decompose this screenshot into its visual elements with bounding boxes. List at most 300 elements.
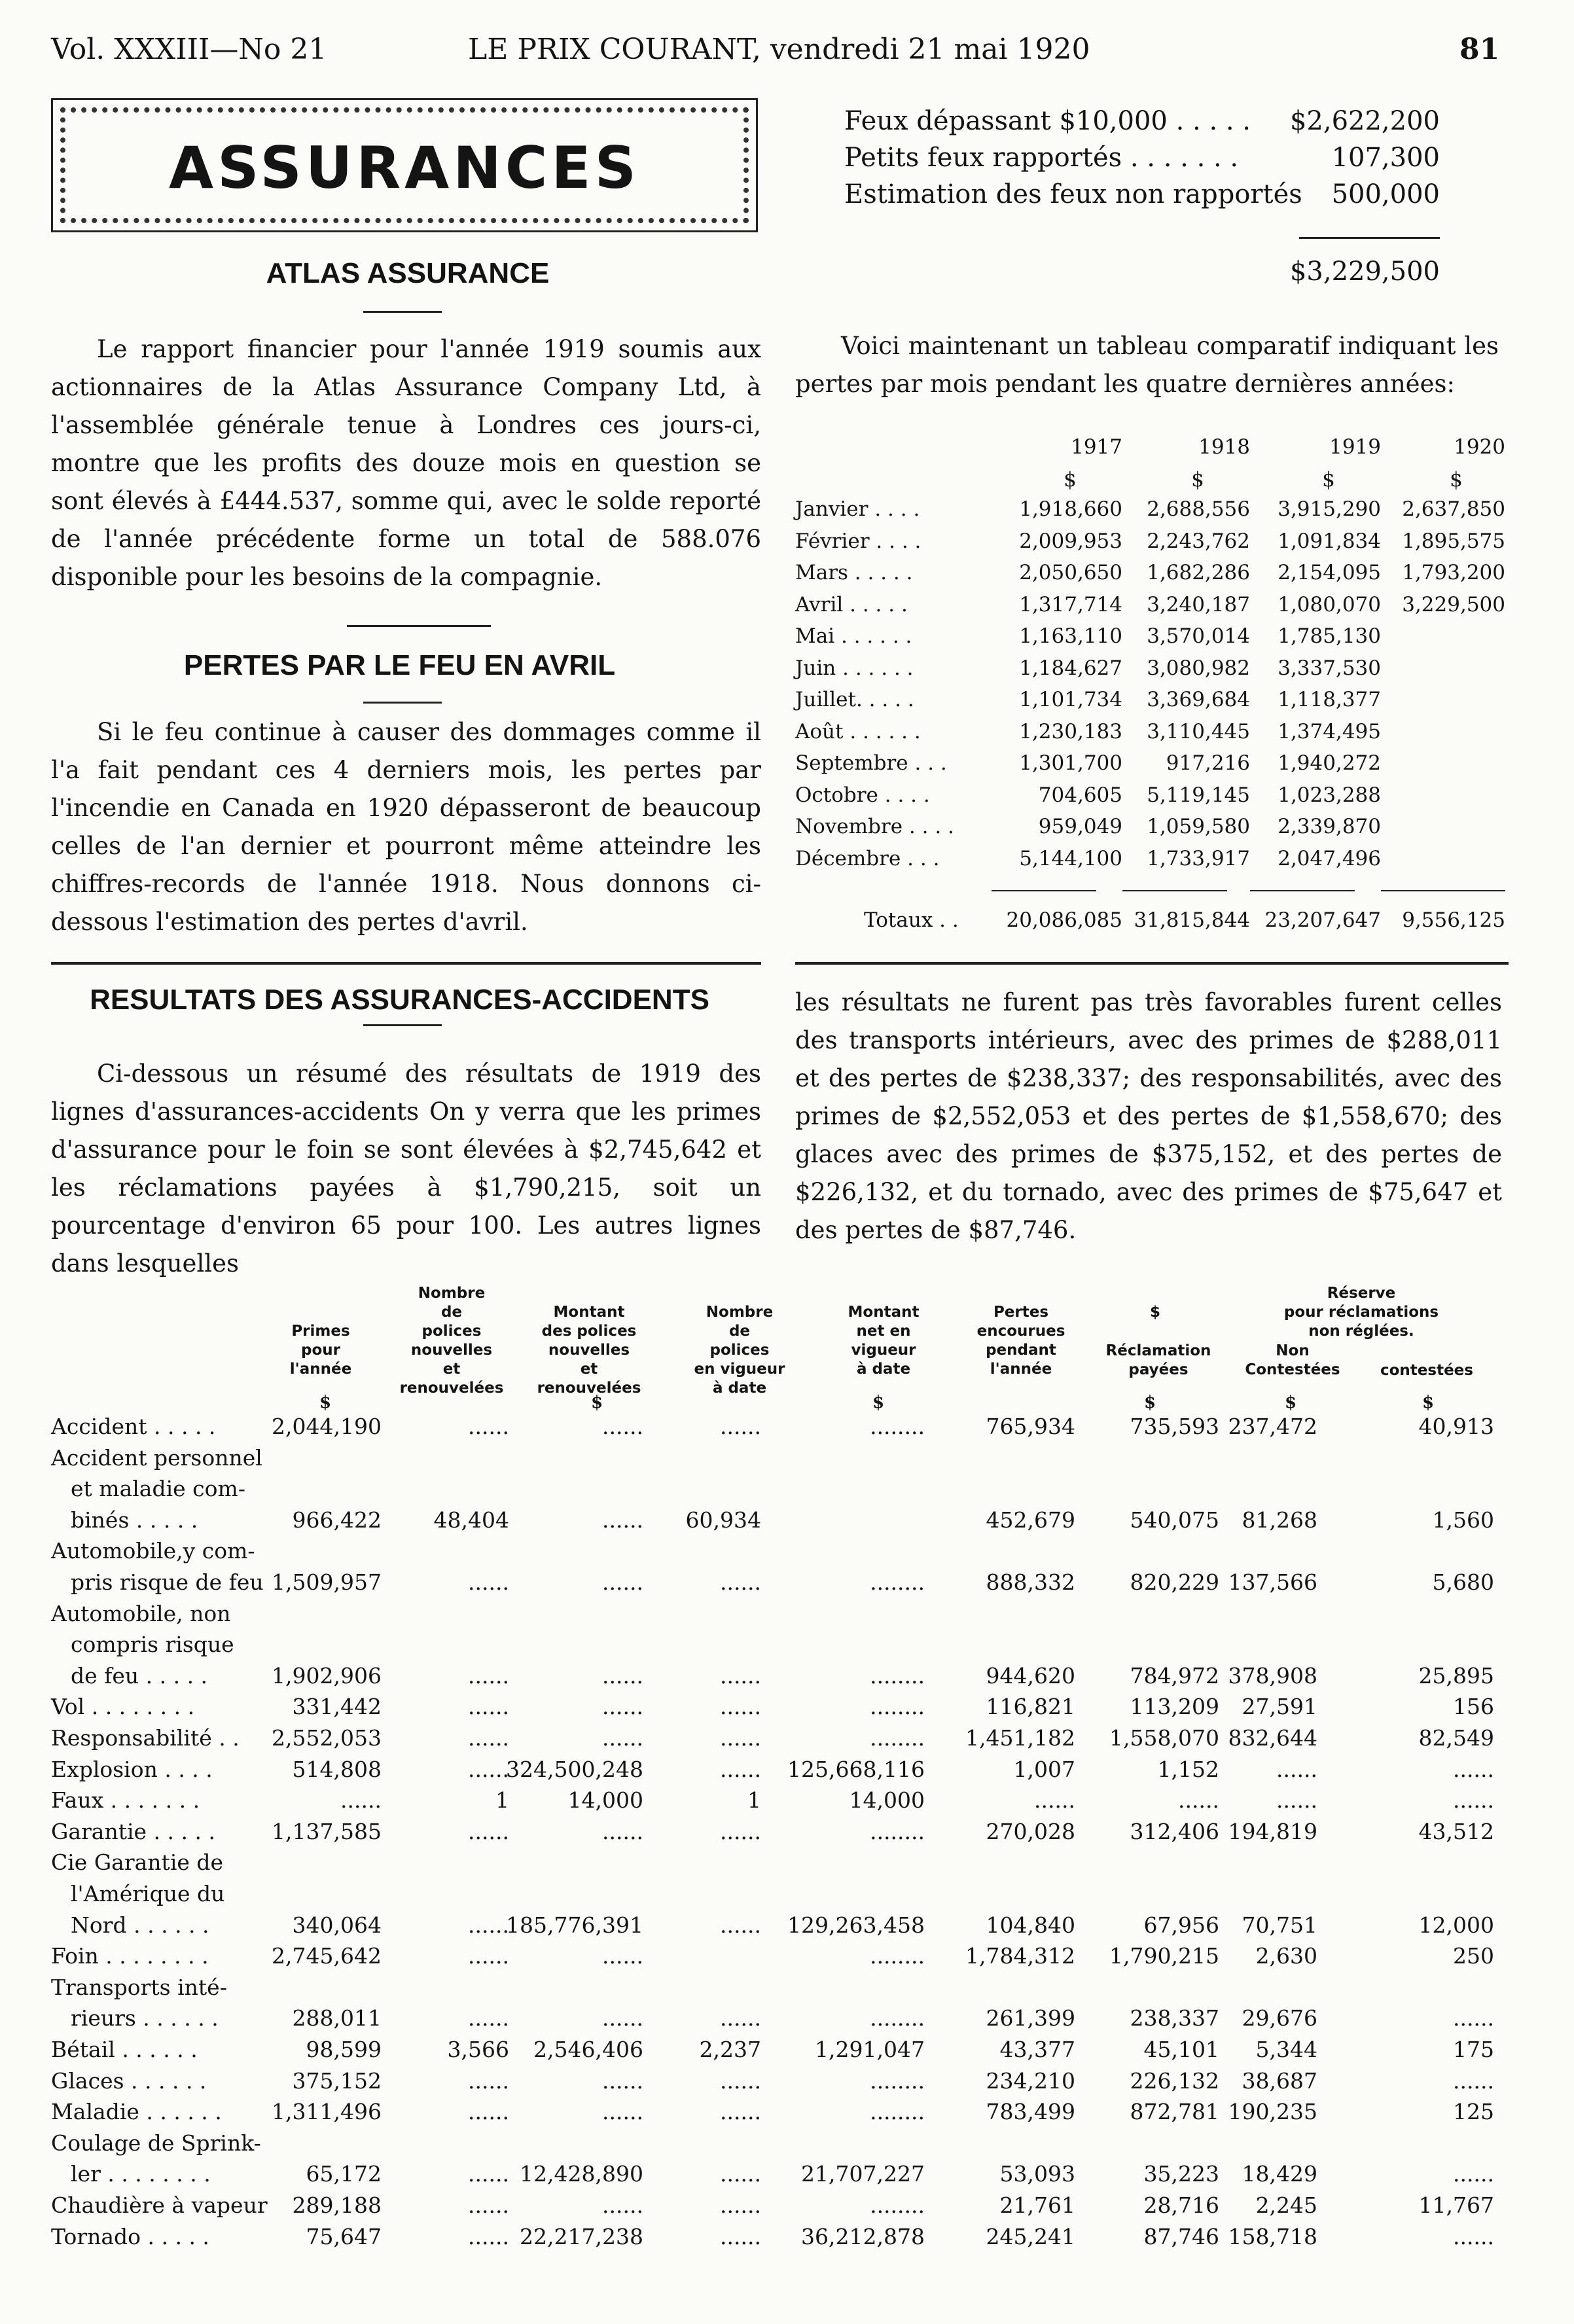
table-cell: ...... (720, 2067, 761, 2094)
row-label: rieurs . . . . . . (71, 2005, 219, 2031)
month-label: Février . . . . (795, 529, 921, 553)
table-cell: ...... (720, 2099, 761, 2125)
row-label: Automobile,y com- (51, 1538, 255, 1564)
row-label: Accident personnel (51, 1444, 262, 1471)
month-label: Octobre . . . . (795, 783, 930, 807)
table-cell: 70,751 (1242, 1912, 1317, 1938)
table-row-label-continuation (51, 1975, 1504, 2005)
table-cell: 2,245 (1255, 2192, 1317, 2218)
table-cell: 2,552,053 (272, 1725, 382, 1751)
table-cell: 116,821 (986, 1694, 1075, 1720)
table-cell: ...... (468, 2161, 509, 2187)
divider (363, 702, 442, 704)
monthly-row (795, 751, 1509, 783)
table-cell: ...... (468, 2223, 509, 2249)
col-header-montant-net: Montant net en vigueur à date (848, 1304, 920, 1378)
table-cell: ...... (468, 1756, 509, 1782)
table-row (51, 2224, 1504, 2255)
table-cell: ...... (468, 1912, 509, 1938)
monthly-value: 2,047,496 (1278, 846, 1381, 870)
row-label: Explosion . . . . (51, 1756, 213, 1782)
table-cell: ...... (602, 1818, 643, 1844)
col-header-montant-polices: Montant des polices nouvelles et renouvelées (537, 1304, 641, 1397)
table-row-label-continuation (51, 2130, 1504, 2161)
table-cell: 784,972 (1130, 1662, 1219, 1689)
table-cell: 113,209 (1130, 1694, 1219, 1720)
atlas-article: Le rapport financier pour l'année 1919 soumis aux actionnaires de la Atlas Assurance Company Ltd, à l'assemblée générale tenue à Londres ces jours-ci, montre que les profits des douze mois en question se sont élevés à £444.537, somme qui, avec le solde reporté de l'année précédente forme un total de 588.076 disponible pour les besoins de la compagnie. (51, 335, 761, 591)
table-cell: 125 (1453, 2099, 1494, 2125)
table-cell: 540,075 (1130, 1507, 1219, 1533)
table-cell: 1,560 (1432, 1507, 1494, 1533)
table-cell: ...... (602, 1694, 643, 1720)
col-header-pertes: Pertes encourues pendant l'année (976, 1304, 1065, 1378)
table-cell: ...... (720, 2223, 761, 2249)
monthly-value: 1,682,286 (1147, 561, 1250, 584)
month-label: Août . . . . . . (795, 719, 921, 743)
table-cell: ...... (1453, 2223, 1494, 2249)
table-cell: ...... (468, 1725, 509, 1751)
table-row-label-continuation (51, 1538, 1504, 1569)
row-label: de feu . . . . . (71, 1662, 208, 1689)
table-cell: 75,647 (306, 2223, 382, 2249)
table-cell: 312,406 (1130, 1818, 1219, 1844)
monthly-value: 3,110,445 (1147, 719, 1250, 743)
table-cell: 27,591 (1242, 1694, 1317, 1720)
row-label: Transports inté- (51, 1974, 227, 2000)
table-cell: 888,332 (986, 1569, 1075, 1595)
table-cell: ........ (870, 2192, 925, 2218)
table-cell: ........ (870, 1414, 925, 1439)
currency-sign: $ (319, 1393, 332, 1412)
year-header: 1920 (1454, 435, 1505, 459)
table-row (51, 1819, 1504, 1850)
table-cell: 1,137,585 (272, 1818, 382, 1844)
journal-title: LE PRIX COURANT, vendredi 21 mai 1920 (468, 33, 1090, 66)
table-cell: ...... (340, 1787, 382, 1814)
table-cell: ...... (1034, 1787, 1075, 1814)
table-cell: ...... (602, 2067, 643, 2094)
table-cell: 175 (1453, 2037, 1494, 2062)
table-cell: 288,011 (292, 2005, 382, 2031)
banner-title: ASSURANCES (169, 134, 640, 202)
row-label: et maladie com- (71, 1476, 245, 1502)
table-cell: 12,428,890 (520, 2161, 643, 2187)
accidents-article-right: les résultats ne furent pas très favorables furent celles des transports intérieurs, avec des primes de $288,011 et des pertes de $238,337; des responsabilités, avec des primes de $2,552,053 et des pertes de $1,558,670; des glaces avec des primes de $375,152, et des pertes de $226,132, et du tornado, avec des primes de $75,647 et des pertes de $87,746. (795, 988, 1502, 1244)
monthly-row (795, 497, 1509, 529)
year-header: 1919 (1329, 435, 1381, 459)
table-cell: 237,472 (1228, 1414, 1317, 1439)
table-cell: 1,291,047 (815, 2037, 925, 2062)
monthly-row (795, 624, 1509, 656)
table-cell: 14,000 (567, 1787, 643, 1814)
table-cell: 289,188 (292, 2192, 382, 2218)
table-cell: 87,746 (1143, 2223, 1219, 2249)
table-row (51, 1787, 1504, 1818)
col-header-reclamation: Réclamation payées (1105, 1342, 1211, 1378)
table-cell: ........ (870, 1569, 925, 1595)
monthly-row (795, 656, 1509, 688)
monthly-total-row (795, 908, 1509, 940)
monthly-value: 5,144,100 (1019, 846, 1122, 870)
table-cell: 38,687 (1242, 2067, 1317, 2094)
table-cell: ...... (468, 2192, 509, 2218)
table-cell: 125,668,116 (787, 1756, 925, 1782)
month-label: Mars . . . . . (795, 561, 913, 584)
table-cell: 324,500,248 (506, 1756, 643, 1782)
table-row (51, 2192, 1504, 2223)
table-cell: 129,263,458 (787, 1912, 925, 1938)
row-label: Vol . . . . . . . . (51, 1694, 195, 1720)
table-cell: 1,451,182 (965, 1725, 1075, 1751)
monthly-value: 1,301,700 (1019, 751, 1122, 775)
table-cell: ...... (720, 1818, 761, 1844)
table-cell: 156 (1453, 1694, 1494, 1720)
monthly-row (795, 783, 1509, 815)
table-cell: ...... (720, 1912, 761, 1938)
table-cell: 5,680 (1432, 1569, 1494, 1595)
currency-sign: $ (1144, 1393, 1156, 1412)
table-row (51, 2099, 1504, 2130)
table-cell: 735,593 (1130, 1414, 1219, 1439)
table-cell: 1,902,906 (272, 1662, 382, 1689)
table-cell: 1,007 (1013, 1756, 1075, 1782)
col-header-contestees: contestées (1380, 1362, 1473, 1379)
table-cell: ...... (602, 2099, 643, 2125)
monthly-value: 2,339,870 (1278, 815, 1381, 838)
table-cell: 81,268 (1242, 1507, 1317, 1533)
table-row-label-continuation (51, 1850, 1504, 1880)
monthly-value: 959,049 (1038, 815, 1122, 838)
monthly-row (795, 847, 1509, 878)
table-cell: 53,093 (999, 2161, 1075, 2187)
table-cell: 375,152 (292, 2067, 382, 2094)
table-row (51, 1507, 1504, 1538)
table-cell: ...... (1453, 2067, 1494, 2094)
monthly-value: 917,216 (1166, 751, 1250, 775)
table-cell: ...... (720, 1756, 761, 1782)
table-cell: 2,237 (699, 2037, 761, 2062)
table-cell: 12,000 (1418, 1912, 1494, 1938)
total-value: 9,556,125 (1402, 908, 1505, 932)
month-label: Avril . . . . . (795, 592, 908, 617)
table-row-label-continuation (51, 1445, 1504, 1476)
sum-rule (1122, 890, 1227, 891)
table-cell: ........ (870, 1662, 925, 1689)
total-value: 31,815,844 (1134, 908, 1250, 932)
table-cell: 261,399 (986, 2005, 1075, 2031)
table-cell: 22,217,238 (520, 2223, 643, 2249)
table-cell: 378,908 (1228, 1662, 1317, 1689)
estimate-label: Petits feux rapportés . . . . . . . (844, 143, 1239, 173)
table-cell: 1,790,215 (1109, 1943, 1219, 1969)
table-cell: ...... (602, 1507, 643, 1533)
table-cell: 2,044,190 (272, 1414, 382, 1439)
monthly-value: 2,154,095 (1278, 561, 1381, 584)
table-row (51, 2037, 1504, 2067)
col-header-non-contestees: Non Contestées (1245, 1342, 1340, 1378)
table-cell: 238,337 (1130, 2005, 1219, 2031)
monthly-value: 2,637,850 (1402, 497, 1505, 521)
month-label: Décembre . . . (795, 846, 940, 870)
table-cell: ...... (1178, 1787, 1219, 1814)
table-cell: 82,549 (1418, 1725, 1494, 1751)
divider (347, 625, 491, 627)
monthly-row (795, 688, 1509, 719)
estimate-amount: 500,000 (1331, 179, 1440, 209)
monthly-value: 3,080,982 (1147, 656, 1250, 680)
page-number: 81 (1459, 33, 1500, 66)
currency-sign: $ (1322, 468, 1335, 492)
row-label: Tornado . . . . . (51, 2223, 209, 2249)
monthly-value: 2,009,953 (1019, 529, 1122, 553)
table-cell: 104,840 (986, 1912, 1075, 1938)
table-cell: 331,442 (292, 1694, 382, 1720)
volume-number: Vol. XXXIII—No 21 (51, 33, 327, 66)
monthly-value: 3,369,684 (1147, 688, 1250, 711)
sum-rule (1299, 237, 1440, 239)
table-row (51, 1943, 1504, 1974)
section-separator (51, 962, 761, 965)
col-header-dollar: $ (1149, 1304, 1160, 1321)
table-row-label-continuation (51, 1632, 1504, 1662)
row-label: Garantie . . . . . (51, 1818, 215, 1844)
monthly-value: 1,918,660 (1019, 497, 1122, 521)
monthly-value: 1,101,734 (1019, 688, 1122, 711)
table-cell: ...... (720, 1662, 761, 1689)
pertes-article: Si le feu continue à causer des dommages comme il l'a fait pendant ces 4 derniers mois, les pertes par l'incendie en Canada en 1920 dépasseront de beaucoup celles de l'an dernier et pourront même atteindre les chiffres-records de l'année 1918. Nous donnons ci-dessous l'estimation des pertes d'avril. (51, 718, 761, 936)
table-cell: ...... (1276, 1787, 1317, 1814)
table-cell: 21,761 (999, 2192, 1075, 2218)
month-label: Juin . . . . . . (795, 656, 914, 680)
table-cell: 98,599 (306, 2037, 382, 2062)
row-label: Accident . . . . . (51, 1414, 216, 1439)
monthly-value: 2,688,556 (1147, 497, 1250, 521)
monthly-value: 1,895,575 (1402, 529, 1505, 553)
sum-rule (992, 890, 1096, 891)
section-separator (795, 962, 1509, 965)
monthly-row (795, 720, 1509, 751)
total-label: Totaux . . (864, 908, 959, 932)
monthly-value: 1,080,070 (1278, 592, 1381, 617)
year-header: 1917 (1071, 435, 1122, 459)
table-cell: ........ (870, 1943, 925, 1969)
table-cell: 1,311,496 (272, 2099, 382, 2125)
monthly-intro: Voici maintenant un tableau comparatif indiquant les pertes par mois pendant les quatre dernières années: (795, 332, 1499, 398)
monthly-value: 1,059,580 (1147, 815, 1250, 838)
currency-sign: $ (1064, 468, 1077, 492)
estimate-label: Feux dépassant $10,000 . . . . . (844, 106, 1251, 136)
monthly-value: 1,163,110 (1019, 624, 1122, 648)
table-cell: ........ (870, 1725, 925, 1751)
table-cell: 65,172 (306, 2161, 382, 2187)
table-cell: 3,566 (447, 2037, 509, 2062)
pertes-title: PERTES PAR LE FEU EN AVRIL (183, 649, 616, 681)
table-cell: ...... (468, 1662, 509, 1689)
table-row (51, 2161, 1504, 2192)
monthly-value: 1,733,917 (1147, 846, 1250, 870)
table-row (51, 1725, 1504, 1756)
table-cell: 67,956 (1143, 1912, 1219, 1938)
table-row (51, 2005, 1504, 2036)
table-cell: 1,152 (1157, 1756, 1219, 1782)
year-header: 1918 (1198, 435, 1250, 459)
month-label: Novembre . . . . (795, 815, 954, 838)
currency-sign: $ (591, 1393, 603, 1412)
monthly-value: 3,915,290 (1278, 497, 1381, 521)
table-cell: 43,377 (999, 2037, 1075, 2062)
table-cell: 35,223 (1143, 2161, 1219, 2187)
accidents-article-left: Ci-dessous un résumé des résultats de 1919 des lignes d'assurances-accidents On y verra que les primes d'assurance pour le foin se sont élevées à $2,745,642 et les réclamations payées à $1,790,215, soit un pourcentage d'environ 65 pour 100. Les autres lignes dans lesquelles (51, 1060, 761, 1278)
table-row-label-continuation (51, 1476, 1504, 1507)
month-label: Septembre . . . (795, 751, 947, 775)
table-row (51, 1757, 1504, 1787)
table-cell: 36,212,878 (801, 2223, 925, 2249)
table-cell: 11,767 (1418, 2192, 1494, 2218)
table-cell: ...... (720, 1694, 761, 1720)
row-label: pris risque de feu (71, 1569, 264, 1595)
col-header-nombre-polices: Nombre de polices nouvelles et renouvelées (399, 1285, 504, 1397)
table-cell: ...... (468, 1569, 509, 1595)
row-label: Coulage de Sprink- (51, 2130, 261, 2156)
table-cell: 1 (495, 1787, 509, 1814)
table-cell: 5,344 (1255, 2037, 1317, 2062)
monthly-value: 3,570,014 (1147, 624, 1250, 648)
currency-sign: $ (1422, 1393, 1435, 1412)
monthly-value: 1,091,834 (1278, 529, 1381, 553)
table-cell: 514,808 (292, 1756, 382, 1782)
table-cell: ...... (468, 1943, 509, 1969)
table-cell: ...... (720, 1414, 761, 1439)
sum-rule (1250, 890, 1355, 891)
table-cell: ........ (870, 2067, 925, 2094)
table-cell: ...... (602, 2005, 643, 2031)
table-cell: 2,745,642 (272, 1943, 382, 1969)
table-cell: ........ (870, 2099, 925, 2125)
table-cell: 14,000 (849, 1787, 925, 1814)
sum-rule (1381, 890, 1505, 891)
year-header-row (795, 435, 1509, 467)
row-label: Foin . . . . . . . . (51, 1943, 209, 1969)
table-cell: 1,509,957 (272, 1569, 382, 1595)
table-cell: 158,718 (1228, 2223, 1317, 2249)
table-cell: 1 (747, 1787, 761, 1814)
table-cell: 765,934 (986, 1414, 1075, 1439)
table-row (51, 1414, 1504, 1444)
table-row (51, 2068, 1504, 2099)
assurances-banner (51, 98, 758, 232)
currency-sign: $ (1285, 1393, 1297, 1412)
table-row-label-continuation (51, 1601, 1504, 1632)
month-label: Janvier . . . . (795, 497, 920, 521)
table-row (51, 1569, 1504, 1600)
monthly-value: 3,337,530 (1278, 656, 1381, 680)
table-cell: ...... (720, 2161, 761, 2187)
monthly-value: 1,184,627 (1019, 656, 1122, 680)
monthly-row (795, 561, 1509, 592)
divider (363, 1024, 442, 1026)
table-row (51, 1694, 1504, 1725)
table-cell: ...... (468, 2099, 509, 2125)
row-label: compris risque (71, 1632, 234, 1658)
monthly-value: 3,229,500 (1402, 592, 1505, 617)
currency-sign: $ (1191, 468, 1204, 492)
table-cell: ...... (468, 1694, 509, 1720)
table-cell: 944,620 (986, 1662, 1075, 1689)
monthly-value: 1,785,130 (1278, 624, 1381, 648)
table-cell: ........ (870, 1694, 925, 1720)
table-cell: ...... (468, 2005, 509, 2031)
monthly-value: 2,050,650 (1019, 561, 1122, 584)
total-value: 20,086,085 (1006, 908, 1122, 932)
table-cell: 29,676 (1242, 2005, 1317, 2031)
month-label: Juillet. . . . . (795, 688, 914, 711)
divider (363, 311, 442, 313)
monthly-row (795, 593, 1509, 624)
table-cell: 250 (1453, 1943, 1494, 1969)
monthly-value: 1,317,714 (1019, 592, 1122, 617)
row-label: Faux . . . . . . . (51, 1787, 200, 1814)
table-cell: 190,235 (1228, 2099, 1317, 2125)
table-cell: ...... (602, 1943, 643, 1969)
monthly-value: 1,940,272 (1278, 751, 1381, 775)
table-row-label-continuation (51, 1881, 1504, 1912)
table-cell: 1,558,070 (1109, 1725, 1219, 1751)
table-row (51, 1663, 1504, 1694)
table-cell: 43,512 (1418, 1818, 1494, 1844)
row-label: Glaces . . . . . . (51, 2067, 207, 2094)
row-label: l'Amérique du (71, 1881, 225, 1906)
monthly-row (795, 529, 1509, 561)
table-cell: ...... (602, 1414, 643, 1439)
table-cell: 226,132 (1130, 2067, 1219, 2094)
row-label: binés . . . . . (71, 1507, 198, 1533)
table-cell: 270,028 (986, 1818, 1075, 1844)
table-cell: 40,913 (1418, 1414, 1494, 1439)
table-cell: 137,566 (1228, 1569, 1317, 1595)
table-cell: ...... (1276, 1756, 1317, 1782)
monthly-value: 1,230,183 (1019, 719, 1122, 743)
table-row (51, 1912, 1504, 1943)
table-cell: 48,404 (433, 1507, 509, 1533)
table-cell: 234,210 (986, 2067, 1075, 2094)
atlas-title: ATLAS ASSURANCE (266, 257, 550, 289)
table-cell: 45,101 (1143, 2037, 1219, 2062)
table-cell: ...... (720, 1725, 761, 1751)
table-cell: ...... (468, 2067, 509, 2094)
estimate-amount: $2,622,200 (1289, 106, 1440, 136)
monthly-value: 2,243,762 (1147, 529, 1250, 553)
col-header-nombre-vigueur: Nombre de polices en vigueur à date (694, 1304, 785, 1397)
month-label: Mai . . . . . . (795, 624, 912, 648)
table-cell: 820,229 (1130, 1569, 1219, 1595)
monthly-value: 1,793,200 (1402, 561, 1505, 584)
row-label: Bétail . . . . . . (51, 2037, 198, 2062)
table-cell: ...... (720, 2192, 761, 2218)
currency-row (795, 468, 1509, 499)
table-cell: 832,644 (1228, 1725, 1317, 1751)
table-cell: 18,429 (1242, 2161, 1317, 2187)
row-label: Chaudière à vapeur (51, 2192, 268, 2218)
estimate-total: $3,229,500 (1289, 257, 1440, 287)
table-cell: 452,679 (986, 1507, 1075, 1533)
monthly-value: 1,023,288 (1278, 783, 1381, 807)
table-cell: ...... (1453, 2005, 1494, 2031)
row-label: Cie Garantie de (51, 1850, 224, 1876)
table-cell: 60,934 (685, 1507, 761, 1533)
table-cell: ...... (720, 1569, 761, 1595)
table-cell: ...... (602, 1725, 643, 1751)
monthly-value: 5,119,145 (1147, 783, 1250, 807)
